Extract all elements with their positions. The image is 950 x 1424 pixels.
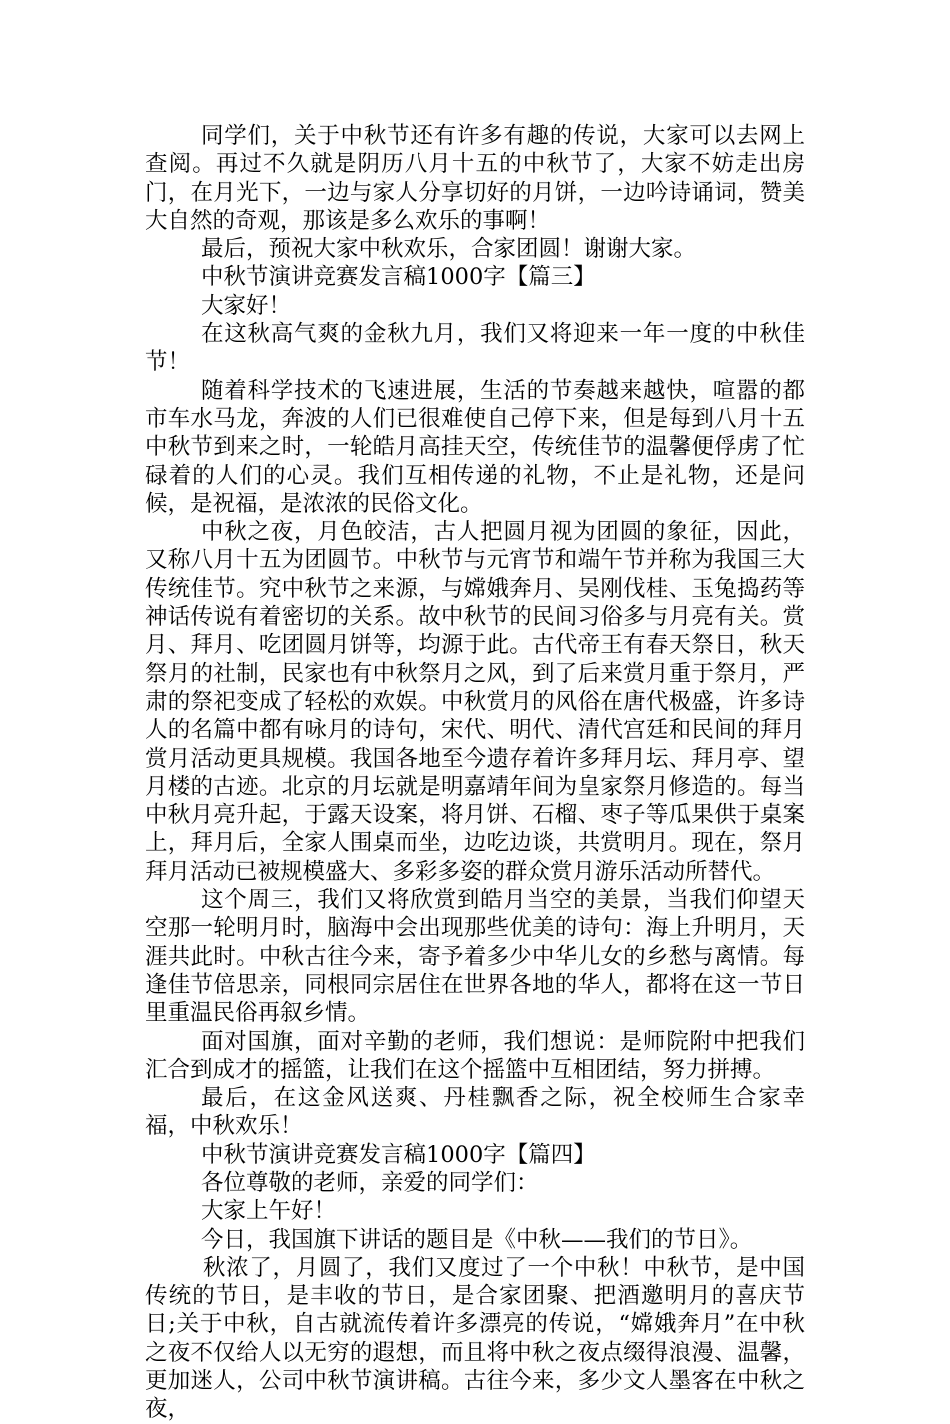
paragraph-greeting: 大家好！	[201, 292, 292, 319]
paragraph-festival-history: 中秋之夜，月色皎洁，古人把圆月视为团圆的象征，因此，又称八月十五为团圆节。中秋节与元宵节和端午节并称为我国三大传统佳节。究中秋节之来源，与嫦娥奔月、吴刚伐桂、玉兔捣药等神话传说有着密切的关系。故中秋节的民间习俗多与月亮有关。赏月、拜月、吃团圆月饼等，均源于此。古代帝王有春天祭日，秋天祭月的社制，民家也有中秋祭月之风，到了后来赏月重于祭月，严肃的祭祀变成了轻松的欢娱。中秋赏月的风俗在唐代极盛，许多诗人的名篇中都有咏月的诗句，宋代、明代、清代宫廷和民间的拜月赏月活动更具规模。我国各地至今遗存着许多拜月坛、拜月亭、望月楼的古迹。北京的月坛就是明嘉靖年间为皇家祭月修造的。每当中秋月亮升起，于露天设案，将月饼、石榴、枣子等瓜果供于桌案上，拜月后，全家人围桌而坐，边吃边谈，共赏明月。现在，祭月拜月活动已被规模盛大、多彩多姿的群众赏月游乐活动所替代。	[145, 519, 805, 885]
paragraph-autumn-festival: 在这秋高气爽的金秋九月，我们又将迎来一年一度的中秋佳节！	[145, 321, 805, 376]
paragraph-moon-poems: 这个周三，我们又将欣赏到皓月当空的美景，当我们仰望天空那一轮明月时，脑海中会出现那些优美的诗句：海上升明月，天涯共此时。中秋古往今来，寄予着多少中华儿女的乡愁与离情。每逢佳节倍思亲，同根同宗居住在世界各地的华人，都将在这一节日里重温民俗再叙乡情。	[145, 887, 805, 1027]
paragraph-closing-wishes: 最后，预祝大家中秋欢乐，合家团圆！谢谢大家。	[201, 236, 697, 263]
paragraph-good-morning: 大家上午好！	[201, 1198, 337, 1225]
document-body	[145, 122, 805, 1424]
paragraph-final-blessing: 最后，在这金风送爽、丹桂飘香之际，祝全校师生合家幸福，中秋欢乐！	[145, 1085, 805, 1140]
paragraph-speech-title: 今日，我国旗下讲话的题目是《中秋——我们的节日》。	[201, 1226, 753, 1253]
section-heading-part-three: 中秋节演讲竞赛发言稿1000字【篇三】	[201, 264, 596, 291]
paragraph-school-flag: 面对国旗，面对辛勤的老师，我们想说：是师院附中把我们汇合到成才的摇篮，让我们在这个摇篮中互相团结，努力拼搏。	[145, 1028, 805, 1083]
paragraph-salutation: 各位尊敬的老师，亲爱的同学们：	[201, 1169, 539, 1196]
paragraph-autumn-moon: 秋浓了，月圆了，我们又度过了一个中秋！中秋节，是中国传统的节日，是丰收的节日，是合家团聚、把酒邀明月的喜庆节日;关于中秋，自古就流传着许多漂亮的传说，“嫦娥奔月”在中秋之夜不仅给人以无穷的遐想，而且将中秋之夜点缀得浪漫、温馨，更加迷人，公司中秋节演讲稿。古往今来，多少文人墨客在中秋之夜，	[145, 1254, 805, 1423]
paragraph-intro-legends: 同学们，关于中秋节还有许多有趣的传说，大家可以去网上查阅。再过不久就是阴历八月十五的中秋节了，大家不妨走出房门，在月光下，一边与家人分享切好的月饼，一边吟诗诵词，赞美大自然的奇观，那该是多么欢乐的事啊！	[145, 123, 805, 234]
paragraph-modern-life: 随着科学技术的飞速进展，生活的节奏越来越快，喧嚣的都市车水马龙，奔波的人们已很难使自己停下来，但是每到八月十五中秋节到来之时，一轮皓月高挂天空，传统佳节的温馨便俘虏了忙碌着的人们的心灵。我们互相传递的礼物，不止是礼物，还是问候，是祝福，是浓浓的民俗文化。	[145, 377, 805, 517]
section-heading-part-four: 中秋节演讲竞赛发言稿1000字【篇四】	[201, 1141, 596, 1168]
